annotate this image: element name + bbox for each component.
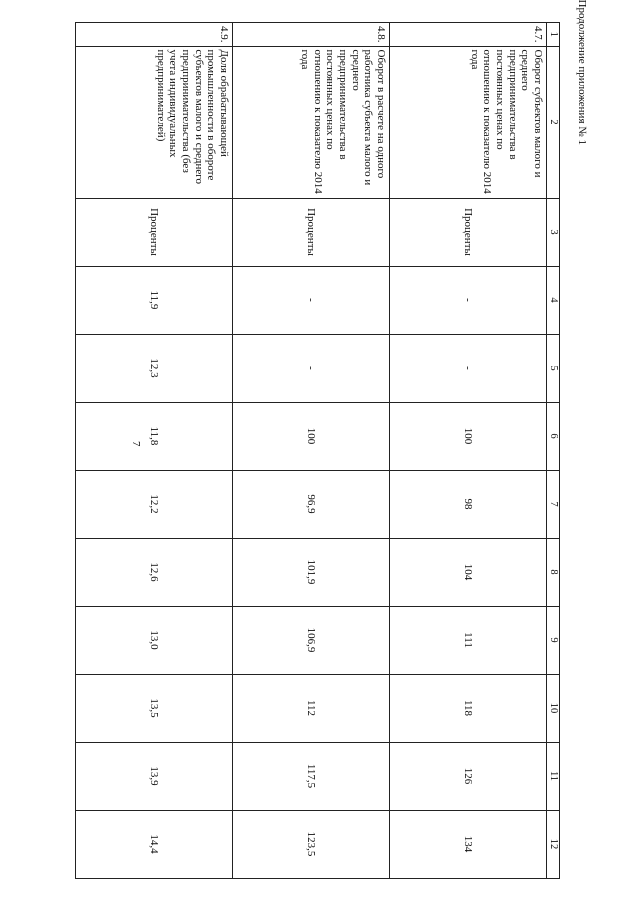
column-number: 10 <box>546 674 559 742</box>
page-number: 7 <box>130 441 142 447</box>
value-cell: 100 <box>389 402 546 470</box>
value-cell: 11,9 <box>75 266 232 334</box>
table-row <box>232 23 389 879</box>
column-number: 12 <box>546 810 559 878</box>
value-cell: 13,0 <box>75 606 232 674</box>
value-cell: 106,9 <box>232 606 389 674</box>
column-number: 3 <box>546 198 559 266</box>
value-cell: 14,4 <box>75 810 232 878</box>
column-number: 2 <box>546 46 559 198</box>
column-number: 11 <box>546 742 559 810</box>
column-number: 1 <box>546 23 559 47</box>
value-cell: 112 <box>232 674 389 742</box>
value-cell: 12,6 <box>75 538 232 606</box>
value-cell: 134 <box>389 810 546 878</box>
indicator-name: Оборот в расчете на одного работника субъекта малого и среднего предпринимательства в постоянных ценах по отношению к показателю 2014 года <box>232 46 389 198</box>
value-cell: 118 <box>389 674 546 742</box>
row-index: 4.9. <box>75 23 232 47</box>
table-row <box>75 23 232 879</box>
appendix-continuation-note: Продолжение приложения № 1 <box>576 0 588 145</box>
value-cell: 126 <box>389 742 546 810</box>
value-cell: 101,9 <box>232 538 389 606</box>
table-row <box>389 23 546 879</box>
column-number-row <box>546 23 559 879</box>
value-cell: - <box>232 266 389 334</box>
column-number: 5 <box>546 334 559 402</box>
unit-cell: Проценты <box>75 198 232 266</box>
unit-cell: Проценты <box>232 198 389 266</box>
value-cell: 111 <box>389 606 546 674</box>
column-number: 6 <box>546 402 559 470</box>
indicator-name: Доля обрабатывающей промышленности в обороте субъектов малого и среднего предпринимательства (без учета индивидуальных предпринимателей) <box>75 46 232 198</box>
column-number: 9 <box>546 606 559 674</box>
value-cell: 13,9 <box>75 742 232 810</box>
column-number: 4 <box>546 266 559 334</box>
value-cell: 123,5 <box>232 810 389 878</box>
indicators-table <box>75 22 560 879</box>
value-cell: 11,8 <box>75 402 232 470</box>
column-number: 8 <box>546 538 559 606</box>
value-cell: 12,2 <box>75 470 232 538</box>
row-index: 4.7. <box>389 23 546 47</box>
indicator-name: Оборот субъектов малого и среднего предпринимательства в постоянных ценах по отношению к показателю 2014 года <box>389 46 546 198</box>
value-cell: - <box>389 266 546 334</box>
value-cell: 96,9 <box>232 470 389 538</box>
value-cell: 13,5 <box>75 674 232 742</box>
value-cell: - <box>389 334 546 402</box>
row-index: 4.8. <box>232 23 389 47</box>
value-cell: 100 <box>232 402 389 470</box>
value-cell: 104 <box>389 538 546 606</box>
value-cell: 98 <box>389 470 546 538</box>
value-cell: 12,3 <box>75 334 232 402</box>
value-cell: - <box>232 334 389 402</box>
column-number: 7 <box>546 470 559 538</box>
value-cell: 117,5 <box>232 742 389 810</box>
unit-cell: Проценты <box>389 198 546 266</box>
document-page <box>85 0 600 887</box>
